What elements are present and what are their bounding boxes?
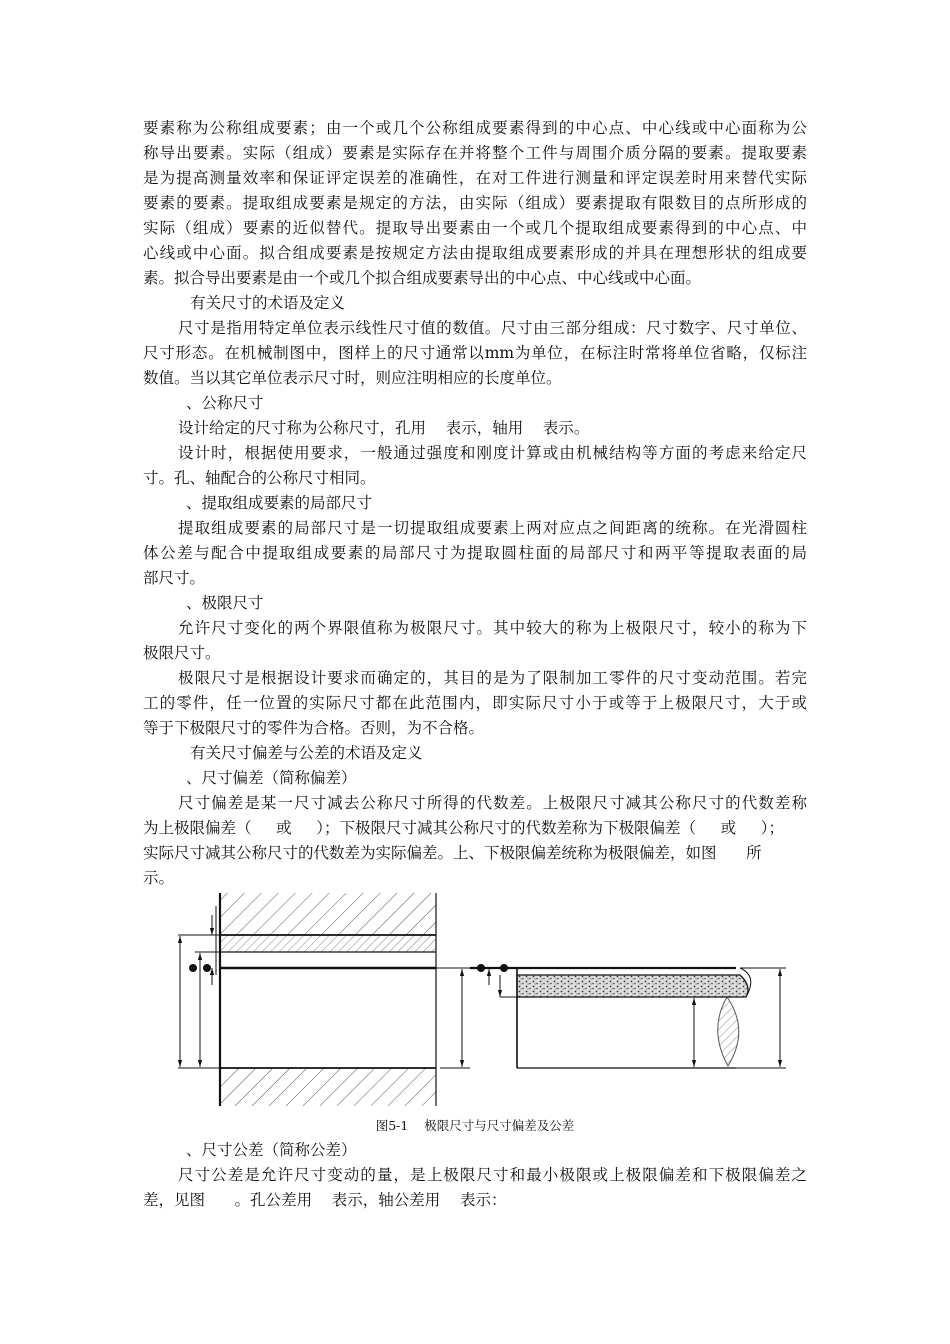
paragraph-line: 是为提高测量效率和保证评定误差的准确性，在对工件进行测量和评定误差时用来替代实际 [143,169,807,187]
paragraph-line: 极限尺寸。 [143,644,221,662]
paragraph-line: 允许尺寸变化的两个界限值称为极限尺寸。其中较大的称为上极限尺寸，较小的称为下 [178,619,807,637]
reference-dot [203,964,211,972]
shaft-break-section [718,997,739,1066]
subsection-heading: 、尺寸公差（简称公差） [186,1141,357,1159]
subsection-heading: 、提取组成要素的局部尺寸 [186,494,373,512]
shaft-diagram [470,964,786,1068]
paragraph-line: 寸。孔、轴配合的公称尺寸相同。 [143,469,376,487]
paragraph-line: 示。 [143,869,175,887]
hole-material-top [220,893,436,935]
hole-tolerance-zone [220,935,436,952]
paragraph-line: 尺寸偏差是某一尺寸减去公称尺寸所得的代数差。上极限尺寸减其公称尺寸的代数差称 [178,794,807,812]
hole-diagram [178,893,436,1106]
reference-dot [500,964,508,972]
reference-dot [189,964,197,972]
paragraph-line: 部尺寸。 [143,569,206,587]
paragraph-line: 要素的要素。提取组成要素是规定的方法，由实际（组成）要素提取有限数目的点所形成的 [143,194,807,212]
paragraph-line: 为上极限偏差（ 或 ）；下极限尺寸减其公称尺寸的代数差称为下极限偏差（ 或 ）； [143,819,785,837]
paragraph-line: 设计时，根据使用要求，一般通过强度和刚度计算或由机械结构等方面的考虑来给定尺 [178,444,807,462]
paragraph-line: 差，见图 。孔公差用 表示，轴公差用 表示： [143,1191,507,1209]
subsection-heading: 、公称尺寸 [186,394,264,412]
section-heading: 有关尺寸的术语及定义 [190,294,346,312]
paragraph-line: 提取组成要素的局部尺寸是一切提取组成要素上两对应点之间距离的统称。在光滑圆柱 [178,519,807,537]
hole-material-bottom [220,1068,436,1106]
paragraph-line: 尺寸是指用特定单位表示线性尺寸值的数值。尺寸由三部分组成：尺寸数字、尺寸单位、 [178,319,807,337]
shaft-tolerance-zone [517,975,748,997]
paragraph-line: 要素称为公称组成要素；由一个或几个公称组成要素得到的中心点、中心线或中心面称为公 [143,119,807,137]
paragraph-line: 体公差与配合中提取组成要素的局部尺寸为提取圆柱面的局部尺寸和两平等提取表面的局 [143,544,807,562]
paragraph-line: 称导出要素。实际（组成）要素是实际存在并将整个工件与周围介质分隔的要素。提取要素 [143,144,807,162]
subsection-heading: 、极限尺寸 [186,594,264,612]
paragraph-line: 等于下极限尺寸的零件为合格。否则，为不合格。 [143,719,485,737]
paragraph-line: 素。拟合导出要素是由一个或几个拟合组成要素导出的中心点、中心线或中心面。 [143,269,702,287]
paragraph-line: 尺寸公差是允许尺寸变动的量，是上极限尺寸和最小极限或上极限偏差和下极限偏差之 [178,1166,807,1184]
subsection-heading: 、尺寸偏差（简称偏差） [186,769,357,787]
section-heading: 有关尺寸偏差与公差的术语及定义 [190,744,423,762]
paragraph-line: 实际（组成）要素的近似替代。提取导出要素由一个或几个提取组成要素得到的中心点、中 [143,219,807,237]
paragraph-line: 工的零件，任一位置的实际尺寸都在此范围内，即实际尺寸小于或等于上极限尺寸，大于或 [143,694,807,712]
figure-caption: 图5-1 极限尺寸与尺寸偏差及公差 [375,1118,575,1133]
paragraph-line: 实际尺寸减其公称尺寸的代数差为实际偏差。上、下极限偏差统称为极限偏差，如图 所 [143,844,762,862]
paragraph-line: 设计给定的尺寸称为公称尺寸，孔用 表示，轴用 表示。 [178,419,590,437]
reference-dot [477,964,485,972]
paragraph-line: 极限尺寸是根据设计要求而确定的，其目的是为了限制加工零件的尺寸变动范围。若完 [178,669,807,687]
paragraph-line: 心线或中心面。拟合组成要素是按规定方法由提取组成要素形成的并具在理想形状的组成要 [143,244,807,262]
paragraph-line: 尺寸形态。在机械制图中，图样上的尺寸通常以mm为单位，在标注时常将单位省略，仅标注 [143,344,807,362]
paragraph-line: 数值。当以其它单位表示尺寸时，则应注明相应的长度单位。 [143,369,562,387]
